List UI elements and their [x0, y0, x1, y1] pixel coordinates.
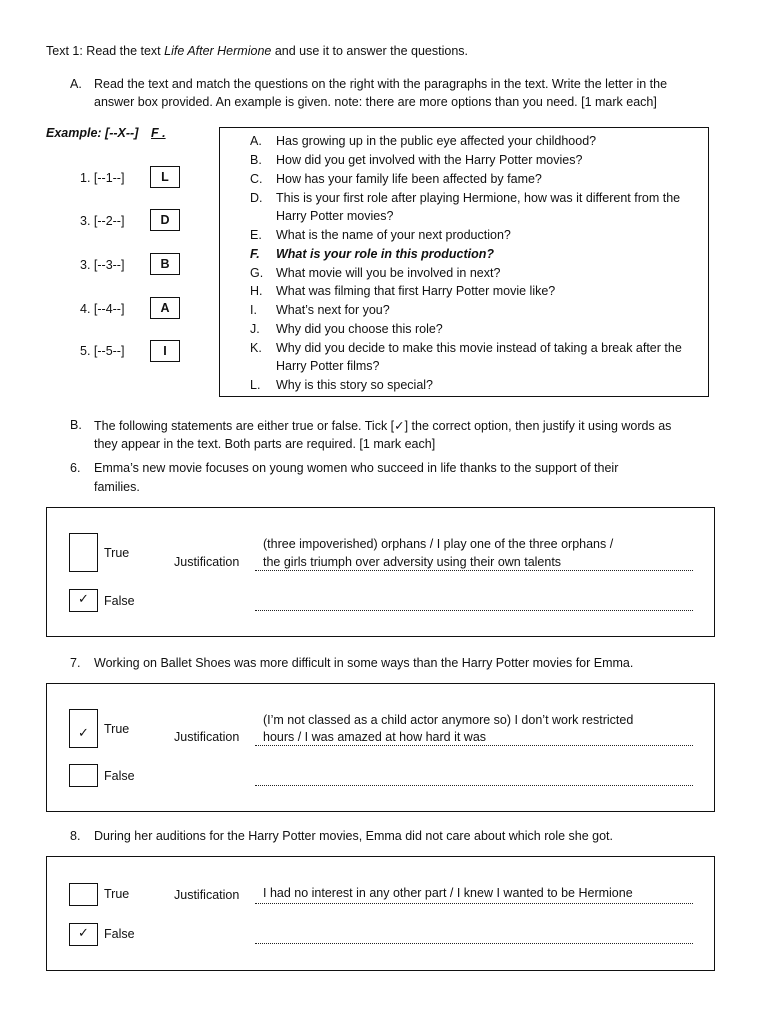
false-label: False — [104, 927, 135, 941]
justification-text-line1: (I’m not classed as a child actor anymore so) I don’t work restricted — [263, 713, 634, 727]
example-label: Example: [--X--] — [46, 126, 139, 140]
answer-box[interactable]: I — [150, 340, 180, 362]
answer-panel-q8 — [46, 856, 715, 971]
justification-label: Justification — [174, 888, 240, 902]
checkmark-icon: ✓ — [78, 725, 89, 740]
false-checkbox[interactable] — [69, 923, 98, 946]
justification-label: Justification — [174, 730, 240, 744]
answer-box[interactable]: B — [150, 253, 180, 275]
example-answer: F . — [151, 126, 166, 140]
justification-line[interactable] — [255, 903, 693, 904]
checkmark-icon: ✓ — [78, 925, 89, 940]
text-title: Life After Hermione — [164, 44, 272, 58]
question-number: 8. — [70, 829, 81, 843]
justification-line[interactable] — [255, 745, 693, 746]
question-number: 6. — [70, 461, 81, 475]
justification-line[interactable] — [255, 943, 693, 944]
justification-line[interactable] — [255, 570, 693, 571]
question-text: During her auditions for the Harry Potter movies, Emma did not care about which role she got. — [94, 829, 614, 843]
part-b-instruction-line2: they appear in the text. Both parts are required. [1 mark each] — [94, 437, 436, 451]
worksheet-title — [46, 44, 468, 58]
true-checkbox[interactable] — [69, 883, 98, 906]
answer-item-label: 3. [--2--] — [80, 214, 125, 228]
true-checkbox[interactable] — [69, 533, 98, 572]
true-label: True — [104, 887, 130, 901]
question-text: Emma’s new movie focuses on young women who succeed in life thanks to the support of their — [94, 461, 619, 475]
question-text-continued: families. — [94, 480, 140, 494]
answer-item-label: 5. [--5--] — [80, 344, 125, 358]
part-a-letter: A. — [70, 77, 82, 91]
answer-panel-q6 — [46, 507, 715, 637]
checkmark-icon: ✓ — [78, 591, 89, 606]
justification-label: Justification — [174, 555, 240, 569]
justification-text-line2: hours / I was amazed at how hard it was — [263, 730, 487, 744]
title-suffix: and use it to answer the questions. — [271, 44, 469, 58]
justification-text-line1: I had no interest in any other part / I knew I wanted to be Hermione — [263, 886, 633, 900]
true-label: True — [104, 546, 130, 560]
part-b-letter: B. — [70, 418, 82, 432]
answer-panel-q7 — [46, 683, 715, 812]
justification-text-line1: (three impoverished) orphans / I play one of the three orphans / — [263, 537, 614, 551]
part-a-instruction-line1: Read the text and match the questions on the right with the paragraphs in the text. Write the letter in the — [94, 77, 668, 91]
answer-box[interactable]: A — [150, 297, 180, 319]
answer-box[interactable]: D — [150, 209, 180, 231]
answer-box[interactable]: L — [150, 166, 180, 188]
true-label: True — [104, 722, 130, 736]
answer-item-label: 1. [--1--] — [80, 171, 125, 185]
false-label: False — [104, 594, 135, 608]
justification-text-line2: the girls triumph over adversity using their own talents — [263, 555, 562, 569]
question-options-box: A. Has growing up in the public eye affected your childhood? B. How did you get involved with the Harry Potter movies? C. How has your family life been affected by fame? D. This is your first role after playing Hermione, how was it different from the Harry Potter movies? E. What is the name of your next production? F. What is your role in this production? G. What movie will you be involved in next? H. What was filming that first Harry Potter movie like? I. What’s next for you? J. Why did you choose this role? K. Why did you decide to make this movie instead of taking a break after the Harry Potter films? L. Why is this story so special? — [219, 127, 709, 397]
false-label: False — [104, 769, 135, 783]
part-a-instruction-line2: answer box provided. An example is given. note: there are more options than you need. [1 mark each] — [94, 95, 657, 109]
false-checkbox[interactable] — [69, 589, 98, 612]
answer-item-label: 4. [--4--] — [80, 302, 125, 316]
justification-line[interactable] — [255, 610, 693, 611]
justification-line[interactable] — [255, 785, 693, 786]
false-checkbox[interactable] — [69, 764, 98, 787]
true-checkbox[interactable] — [69, 709, 98, 748]
question-text: Working on Ballet Shoes was more difficult in some ways than the Harry Potter movies for Emma. — [94, 656, 634, 670]
answer-item-label: 3. [--3--] — [80, 258, 125, 272]
title-prefix: Text 1: Read the text — [46, 44, 165, 58]
part-b-instruction-line1: The following statements are either true or false. Tick [✓] the correct option, then justify it using words as — [94, 419, 672, 433]
question-number: 7. — [70, 656, 81, 670]
